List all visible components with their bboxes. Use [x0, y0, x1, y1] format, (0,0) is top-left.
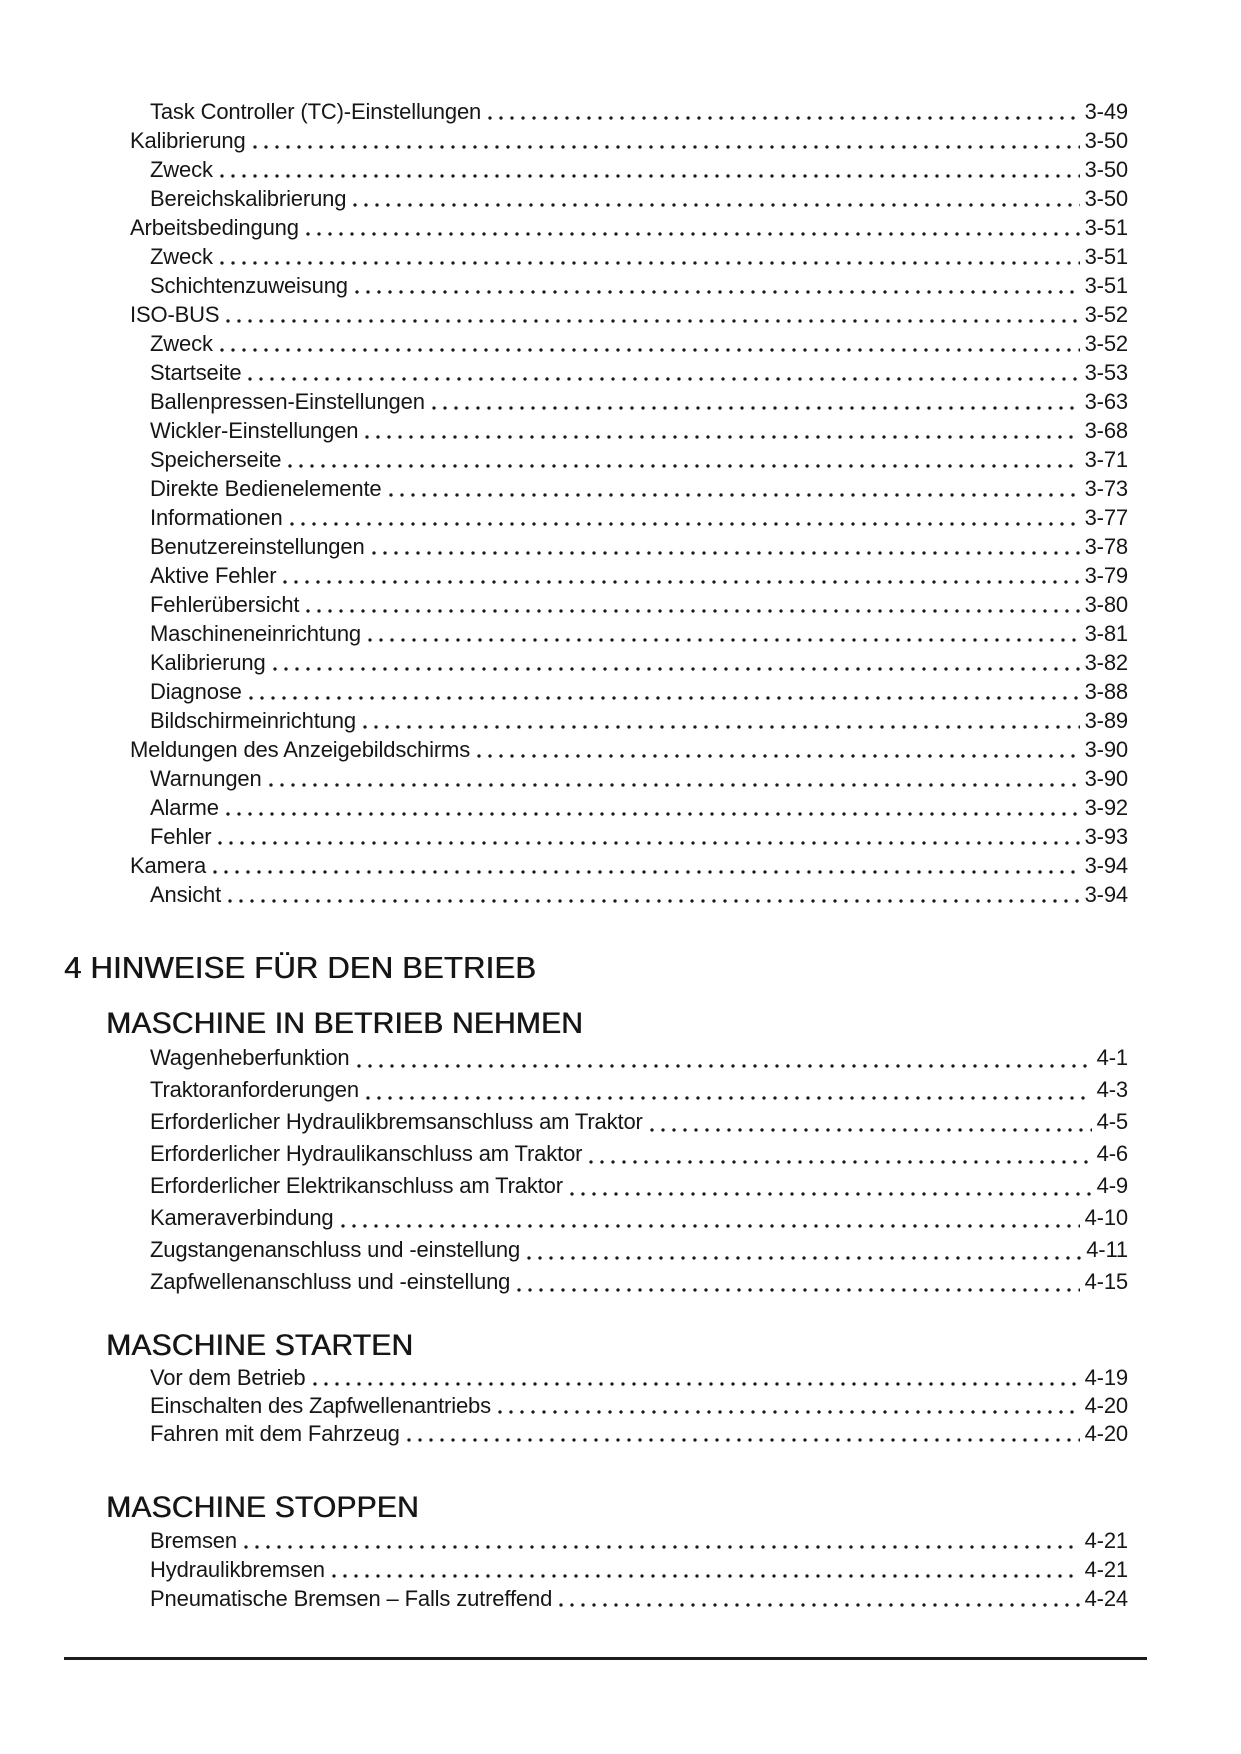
section-heading-maschine-in-betrieb-nehmen: MASCHINE IN BETRIEB NEHMEN — [106, 1007, 583, 1040]
toc-entry-label: Fehlerübersicht — [150, 592, 300, 617]
toc-entry — [0, 1042, 1241, 1074]
toc-entry-page: 4-21 — [1084, 1528, 1128, 1553]
toc-entry-page: 4-24 — [1084, 1586, 1128, 1611]
toc-entry-label: ISO-BUS — [130, 302, 220, 327]
toc-entry — [0, 1202, 1241, 1234]
toc-entry-page: 3-73 — [1084, 476, 1128, 501]
toc-entry-page: 3-51 — [1084, 244, 1128, 269]
toc-entry-page: 3-51 — [1084, 215, 1128, 240]
toc-entry — [0, 764, 1241, 793]
dot-leader — [276, 561, 1084, 590]
toc-entry — [0, 474, 1241, 503]
dot-leader — [241, 358, 1084, 387]
dot-leader — [334, 1202, 1085, 1234]
toc-entry-label: Ballenpressen-Einstellungen — [150, 389, 425, 414]
toc-entry-page: 3-88 — [1084, 679, 1128, 704]
toc-entry-label: Erforderlicher Elektrikanschluss am Traktor — [150, 1173, 563, 1198]
toc-entry-label: Kalibrierung — [150, 650, 266, 675]
dot-leader — [643, 1106, 1097, 1138]
toc-entry-page: 4-20 — [1084, 1393, 1128, 1418]
dot-leader — [552, 1584, 1084, 1613]
section-heading-maschine-stoppen: MASCHINE STOPPEN — [106, 1491, 419, 1524]
dot-leader — [325, 1555, 1085, 1584]
toc-entry — [0, 1106, 1241, 1138]
dot-leader — [299, 213, 1085, 242]
toc-entry-page: 3-90 — [1084, 766, 1128, 791]
toc-entry — [0, 1364, 1241, 1392]
section-heading-maschine-starten: MASCHINE STARTEN — [106, 1329, 414, 1362]
toc-entry — [0, 1555, 1241, 1584]
toc-entry-page: 4-9 — [1096, 1173, 1128, 1198]
toc-entry — [0, 735, 1241, 764]
toc-entry-label: Ansicht — [150, 882, 222, 907]
toc-entry-label: Bildschirmeinrichtung — [150, 708, 356, 733]
toc-entry-page: 4-10 — [1084, 1205, 1128, 1230]
toc-entry-label: Pneumatische Bremsen – Falls zutreffend — [150, 1586, 553, 1611]
dot-leader — [346, 184, 1084, 213]
toc-entry-page: 3-53 — [1084, 360, 1128, 385]
dot-leader — [400, 1420, 1085, 1448]
dot-leader — [266, 648, 1085, 677]
toc-entry-label: Alarme — [150, 795, 219, 820]
toc-entry-page: 3-94 — [1084, 853, 1128, 878]
toc-entry — [0, 590, 1241, 619]
toc-entry — [0, 561, 1241, 590]
toc-entry-label: Informationen — [150, 505, 283, 530]
toc-entry-page: 3-90 — [1084, 737, 1128, 762]
toc-entry — [0, 1234, 1241, 1266]
toc-entry — [0, 271, 1241, 300]
toc-entry-page: 3-52 — [1084, 331, 1128, 356]
toc-entry — [0, 387, 1241, 416]
toc-entry-label: Zweck — [150, 331, 213, 356]
toc-entry-label: Schichtenzuweisung — [150, 273, 348, 298]
toc-entry-label: Bremsen — [150, 1528, 237, 1553]
page-bottom-rule — [64, 1657, 1147, 1660]
dot-leader — [246, 126, 1085, 155]
toc-entry — [0, 242, 1241, 271]
toc-entry-label: Bereichskalibrierung — [150, 186, 347, 211]
dot-leader — [299, 590, 1084, 619]
toc-entry-page: 3-49 — [1084, 99, 1128, 124]
toc-entry — [0, 503, 1241, 532]
dot-leader — [348, 271, 1085, 300]
toc-entry-label: Kalibrierung — [130, 128, 246, 153]
dot-leader — [213, 329, 1085, 358]
dot-leader — [350, 1042, 1097, 1074]
toc-entry-page: 4-1 — [1096, 1045, 1128, 1070]
dot-leader — [211, 822, 1084, 851]
toc-entry-label: Aktive Fehler — [150, 563, 277, 588]
chapter3-toc-list — [0, 97, 1241, 909]
toc-entry-page: 3-89 — [1084, 708, 1128, 733]
toc-entry-page: 3-79 — [1084, 563, 1128, 588]
toc-entry-label: Fahren mit dem Fahrzeug — [150, 1421, 400, 1446]
toc-entry-page: 4-11 — [1086, 1237, 1128, 1262]
dot-leader — [219, 793, 1085, 822]
section-toc-list-maschine-starten — [0, 1364, 1241, 1448]
toc-entry-label: Startseite — [150, 360, 242, 385]
toc-entry — [0, 648, 1241, 677]
dot-leader — [306, 1364, 1085, 1392]
toc-entry-label: Zapfwellenanschluss und -einstellung — [150, 1269, 511, 1294]
toc-entry — [0, 532, 1241, 561]
toc-entry-page: 3-51 — [1084, 273, 1128, 298]
dot-leader — [281, 445, 1084, 474]
toc-entry-label: Erforderlicher Hydraulikanschluss am Traktor — [150, 1141, 583, 1166]
toc-entry-page: 3-81 — [1084, 621, 1128, 646]
toc-entry-page: 4-6 — [1096, 1141, 1128, 1166]
dot-leader — [356, 706, 1085, 735]
dot-leader — [213, 155, 1085, 184]
dot-leader — [359, 1074, 1097, 1106]
toc-entry-page: 3-82 — [1084, 650, 1128, 675]
toc-entry-page: 3-80 — [1084, 592, 1128, 617]
toc-entry-page: 3-52 — [1084, 302, 1128, 327]
dot-leader — [242, 677, 1085, 706]
dot-leader — [520, 1234, 1086, 1266]
toc-entry-label: Wickler-Einstellungen — [150, 418, 359, 443]
toc-entry-page: 3-94 — [1084, 882, 1128, 907]
section-toc-list-maschine-stoppen — [0, 1526, 1241, 1613]
dot-leader — [237, 1526, 1085, 1555]
chapter4-heading: 4 HINWEISE FÜR DEN BETRIEB — [64, 950, 536, 985]
toc-entry-page: 3-50 — [1084, 186, 1128, 211]
toc-entry-label: Maschineneinrichtung — [150, 621, 362, 646]
dot-leader — [365, 532, 1085, 561]
dot-leader — [358, 416, 1084, 445]
toc-entry — [0, 1420, 1241, 1448]
toc-entry-label: Fehler — [150, 824, 212, 849]
toc-entry-label: Vor dem Betrieb — [150, 1365, 306, 1390]
toc-entry — [0, 822, 1241, 851]
toc-entry — [0, 126, 1241, 155]
toc-entry — [0, 1074, 1241, 1106]
toc-entry-label: Kameraverbindung — [150, 1205, 334, 1230]
toc-entry-page: 3-63 — [1084, 389, 1128, 414]
toc-entry-page: 4-19 — [1084, 1365, 1128, 1390]
toc-entry — [0, 619, 1241, 648]
section-toc-list-in-betrieb-nehmen — [0, 1042, 1241, 1298]
toc-entry-label: Traktoranforderungen — [150, 1077, 359, 1102]
dot-leader — [382, 474, 1085, 503]
dot-leader — [361, 619, 1085, 648]
toc-entry-label: Zweck — [150, 244, 213, 269]
toc-entry-label: Arbeitsbedingung — [130, 215, 299, 240]
toc-entry — [0, 677, 1241, 706]
toc-entry — [0, 1138, 1241, 1170]
toc-entry — [0, 1526, 1241, 1555]
dot-leader — [262, 764, 1085, 793]
toc-entry — [0, 851, 1241, 880]
toc-entry — [0, 793, 1241, 822]
toc-entry-label: Wagenheberfunktion — [150, 1045, 350, 1070]
toc-entry — [0, 300, 1241, 329]
toc-entry-label: Einschalten des Zapfwellenantriebs — [150, 1393, 491, 1418]
dot-leader — [470, 735, 1084, 764]
toc-entry — [0, 1392, 1241, 1420]
toc-entry-page: 4-21 — [1084, 1557, 1128, 1582]
toc-entry-label: Direkte Bedienelemente — [150, 476, 382, 501]
toc-entry-label: Zugstangenanschluss und -einstellung — [150, 1237, 521, 1262]
dot-leader — [221, 880, 1084, 909]
toc-entry-label: Erforderlicher Hydraulikbremsanschluss am Traktor — [150, 1109, 643, 1134]
dot-leader — [283, 503, 1085, 532]
toc-entry — [0, 358, 1241, 387]
toc-entry-page: 4-20 — [1084, 1421, 1128, 1446]
toc-entry-page: 4-3 — [1096, 1077, 1128, 1102]
toc-entry-page: 3-93 — [1084, 824, 1128, 849]
toc-entry — [0, 880, 1241, 909]
toc-entry — [0, 213, 1241, 242]
dot-leader — [510, 1266, 1084, 1298]
toc-entry-label: Diagnose — [150, 679, 242, 704]
toc-entry — [0, 329, 1241, 358]
dot-leader — [425, 387, 1085, 416]
toc-entry-label: Task Controller (TC)-Einstellungen — [150, 99, 482, 124]
toc-entry-label: Warnungen — [150, 766, 262, 791]
toc-entry-label: Hydraulikbremsen — [150, 1557, 325, 1582]
toc-entry-label: Meldungen des Anzeigebildschirms — [130, 737, 471, 762]
dot-leader — [206, 851, 1084, 880]
toc-entry — [0, 416, 1241, 445]
toc-entry — [0, 184, 1241, 213]
toc-entry — [0, 97, 1241, 126]
toc-entry-page: 3-77 — [1084, 505, 1128, 530]
toc-entry-label: Speicherseite — [150, 447, 282, 472]
toc-entry-label: Kamera — [130, 853, 207, 878]
toc-entry-page: 3-68 — [1084, 418, 1128, 443]
toc-entry-page: 3-50 — [1084, 128, 1128, 153]
toc-entry — [0, 706, 1241, 735]
dot-leader — [213, 242, 1085, 271]
toc-entry-label: Benutzereinstellungen — [150, 534, 365, 559]
toc-entry-page: 3-92 — [1084, 795, 1128, 820]
toc-entry-page: 4-15 — [1084, 1269, 1128, 1294]
toc-entry-page: 3-71 — [1084, 447, 1128, 472]
dot-leader — [582, 1138, 1096, 1170]
toc-entry-page: 4-5 — [1096, 1109, 1128, 1134]
dot-leader — [481, 97, 1084, 126]
toc-entry — [0, 445, 1241, 474]
toc-entry-label: Zweck — [150, 157, 213, 182]
dot-leader — [563, 1170, 1097, 1202]
toc-entry — [0, 1584, 1241, 1613]
dot-leader — [219, 300, 1084, 329]
toc-entry — [0, 1266, 1241, 1298]
toc-entry — [0, 155, 1241, 184]
toc-entry — [0, 1170, 1241, 1202]
toc-entry-page: 3-50 — [1084, 157, 1128, 182]
dot-leader — [491, 1392, 1085, 1420]
toc-entry-page: 3-78 — [1084, 534, 1128, 559]
